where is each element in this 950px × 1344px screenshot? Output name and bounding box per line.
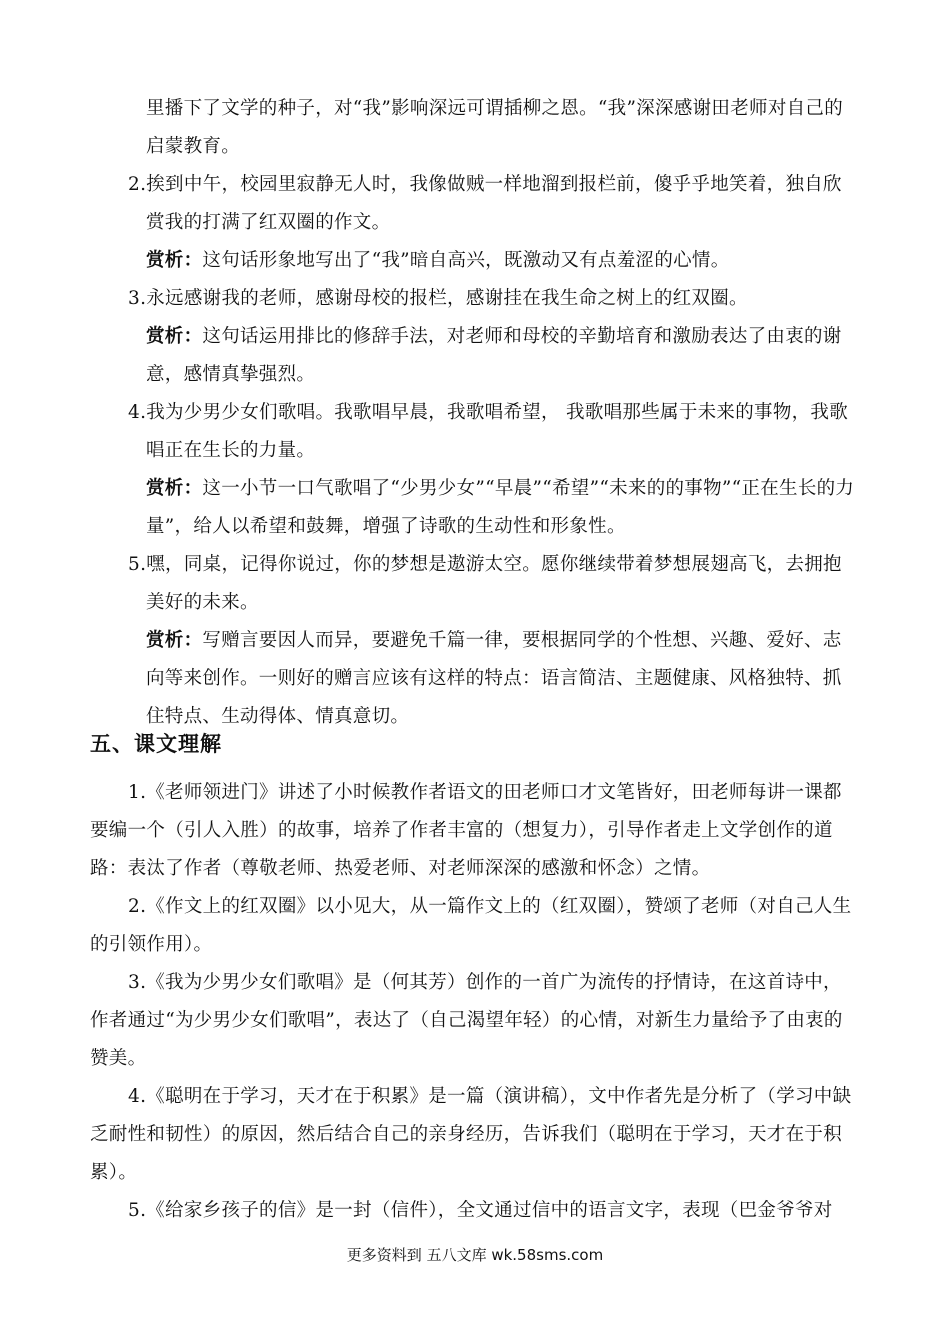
section-body (90, 774, 860, 1230)
list-item-5: 5.嘿，同桌，记得你说过，你的梦想是遨游太空。愿你继续带着梦想展翅高飞，去拥抱美好的未来。 (128, 554, 842, 613)
paragraph-1: 1.《老师领进门》讲述了小时候教作者语文的田老师口才文笔皆好，田老师每讲一课都要编一个（引人入胜）的故事，培养了作者丰富的（想复力），引导作者走上文学创作的道路：表汰了作者（尊敬老师、热爱老师、对老师深深的感激和怀念）之情。 (90, 782, 842, 879)
appreciation-label: 赏析： (146, 250, 203, 271)
appreciation-label: 赏析： (146, 630, 203, 651)
paragraph-5: 5.《给家乡孩子的信》是一封（信件），全文通过信中的语言文字，表现（巴金爷爷对 (128, 1200, 833, 1221)
section-heading: 五、课文理解 (90, 732, 222, 756)
paragraph-2: 2.《作文上的红双圈》以小见大，从一篇作文上的（红双圈），赞颂了老师（对自己人生的引领作用）。 (90, 896, 852, 955)
continuation-line: 里播下了文学的种子，对“我”影响深远可谓插柳之恩。“我”深深感谢田老师对自己的启蒙教育。 (146, 98, 844, 157)
list-item-2: 2.挨到中午，校园里寂静无人时，我像做贼一样地溜到报栏前，傻乎乎地笑着，独自欣赏我的打满了红双圈的作文。 (128, 174, 842, 233)
appreciation-2: 赏析：这句话形象地写出了“我”暗自高兴，既激动又有点羞涩的心情。 (146, 250, 730, 271)
paragraph-4: 4.《聪明在于学习，天才在于积累》是一篇（演讲稿），文中作者先是分析了（学习中缺乏耐性和韧性）的原因，然后结合自己的亲身经历，告诉我们（聪明在于学习，天才在于积累）。 (90, 1086, 852, 1183)
list-item-4: 4.我为少男少女们歌唱。我歌唱早晨，我歌唱希望， 我歌唱那些属于未来的事物，我歌唱正在生长的力量。 (128, 402, 849, 461)
appreciation-3: 赏析：这句话运用排比的修辞手法，对老师和母校的辛勤培育和激励表达了由衷的谢意，感情真挚强烈。 (146, 326, 842, 385)
appreciation-label: 赏析： (146, 326, 203, 347)
appreciation-label: 赏析： (146, 478, 203, 499)
appreciation-5: 赏析：写赠言要因人而异，要避免千篇一律，要根据同学的个性想、兴趣、爱好、志向等来创作。一则好的赠言应该有这样的特点：语言简洁、主题健康、风格独特、抓住特点、生动得体、情真意切。 (146, 630, 842, 727)
paragraph-3: 3.《我为少男少女们歌唱》是（何其芳）创作的一首广为流传的抒情诗，在这首诗中，作者通过“为少男少女们歌唱”，表达了（自己渴望年轻）的心情，对新生力量给予了由衷的赞美。 (90, 972, 843, 1069)
list-item-3: 3.永远感谢我的老师，感谢母校的报栏，感谢挂在我生命之树上的红双圈。 (128, 288, 748, 309)
top-list (90, 90, 860, 736)
footer-link[interactable]: 更多资料到 五八文库 wk.58sms.com (346, 1246, 604, 1264)
appreciation-4: 赏析：这一小节一口气歌唱了“少男少女”“早晨”“希望”“未来的的事物”“正在生长的力量”，给人以希望和鼓舞，增强了诗歌的生动性和形象性。 (146, 478, 855, 537)
